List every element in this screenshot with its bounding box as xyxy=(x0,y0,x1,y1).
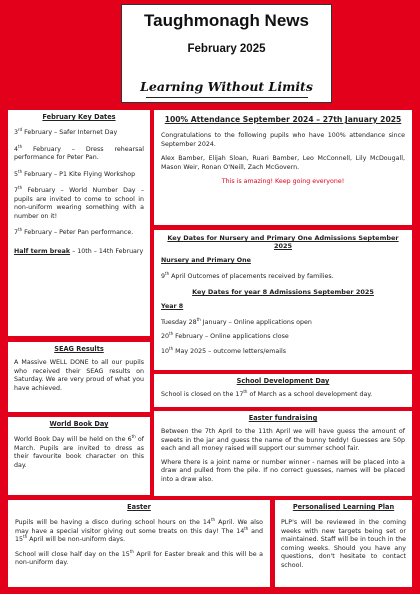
attendance-box xyxy=(154,110,412,225)
year8-date: 20th February – Online applications close xyxy=(161,330,289,340)
newsletter-title: Taughmonagh News xyxy=(144,11,309,30)
school-motto: Learning Without Limits xyxy=(140,79,313,94)
plp-heading: Personalised Learning Plan xyxy=(292,503,395,511)
half-term-item: Half term break – 10th – 14th February xyxy=(14,247,144,255)
attendance-heading: 100% Attendance September 2024 – 27th January 2025 xyxy=(164,115,402,124)
attendance-intro: Congratulations to the following pupils who have 100% attendance since September 2024. xyxy=(161,132,405,148)
seag-heading: SEAG Results xyxy=(54,345,104,353)
year8-subheading: Year 8 xyxy=(161,303,184,310)
easter-fundraising-box xyxy=(154,411,412,496)
easter-fundraising-text-2: Where there is a joint name or number winner - names will be placed into a draw and pulled from the pile. If no correct guesses, names will be placed into a draw also. xyxy=(161,458,405,483)
year8-date: Tuesday 28th January – Online applications open xyxy=(161,316,312,326)
attendance-names: Alex Bamber, Elijah Sloan, Ruari Bamber, Leo McConnell, Lily McDougall, Mason Weir, Ronan O'Neill, Zach McGovern. xyxy=(161,155,405,171)
admissions-heading: Key Dates for Nursery and Primary One Admissions September 2025 xyxy=(167,234,399,250)
nursery-date: 9th April Outcomes of placements received by families. xyxy=(161,270,334,280)
plp-text: PLP's will be reviewed in the coming weeks with new targets being set or maintained. Staff will be in touch in the coming weeks. Should you have any questions, don't hesitate to contact school. xyxy=(281,519,406,569)
development-heading: School Development Day xyxy=(236,377,330,385)
easter-heading: Easter xyxy=(127,503,151,511)
key-dates-box xyxy=(8,110,150,336)
development-text: School is closed on the 17th of March as a school development day. xyxy=(161,388,373,398)
book-day-heading: World Book Day xyxy=(49,420,109,428)
year8-heading: Key Dates for year 8 Admissions September 2025 xyxy=(192,288,374,296)
key-date-item: 5th February – P1 Kite Flying Workshop xyxy=(14,168,136,178)
easter-text-2: School will close half day on the 15th April for Easter break and this will be a non-uniform day. xyxy=(15,548,263,566)
attendance-closing: This is amazing! Keep going everyone! xyxy=(221,178,345,185)
easter-text-1: Pupils will be having a disco during school hours on the 14th April. We also may have a special visitor giving out some treats on this day! The 14th and 15th April will be non-uniform days. xyxy=(15,516,263,543)
newsletter-month: February 2025 xyxy=(187,43,266,55)
seag-box xyxy=(8,342,150,412)
key-dates-heading: February Key Dates xyxy=(42,113,116,121)
year8-date: 10th May 2025 – outcome letters/emails xyxy=(161,345,287,355)
development-day-box xyxy=(154,374,412,407)
key-date-item: 4th February – Dress rehearsal performance for Peter Pan. xyxy=(14,143,144,161)
key-date-item: 7th February – World Number Day – pupils are invited to come to school in non-uniform wearing something with a number on it! xyxy=(14,184,144,220)
easter-fundraising-text-1: Between the 7th April to the 11th April we will have guess the amount of sweets in the jar and guess the name of the bunny teddy! Guesses are 50p each and all money raised will support our summer school fair. xyxy=(161,428,405,452)
admissions-box xyxy=(154,230,412,370)
key-date-item: 3rd February – Safer Internet Day xyxy=(14,126,118,136)
book-day-box xyxy=(8,417,150,495)
book-day-text: World Book Day will be held on the 6th of March. Pupils are invited to dress as their favourite book character on this day. xyxy=(14,433,144,469)
plp-box xyxy=(275,500,412,587)
key-date-item: 7th February – Peter Pan performance. xyxy=(14,226,134,236)
easter-fundraising-heading: Easter fundraising xyxy=(248,414,318,422)
nursery-subheading: Nursery and Primary One xyxy=(161,257,251,264)
easter-box xyxy=(8,500,270,587)
seag-text: A Massive WELL DONE to all our pupils who received their SEAG results on Saturday. We are very proud of what you have achieved. xyxy=(14,359,144,392)
motto-underline xyxy=(146,97,308,98)
key-dates-list xyxy=(14,126,144,256)
